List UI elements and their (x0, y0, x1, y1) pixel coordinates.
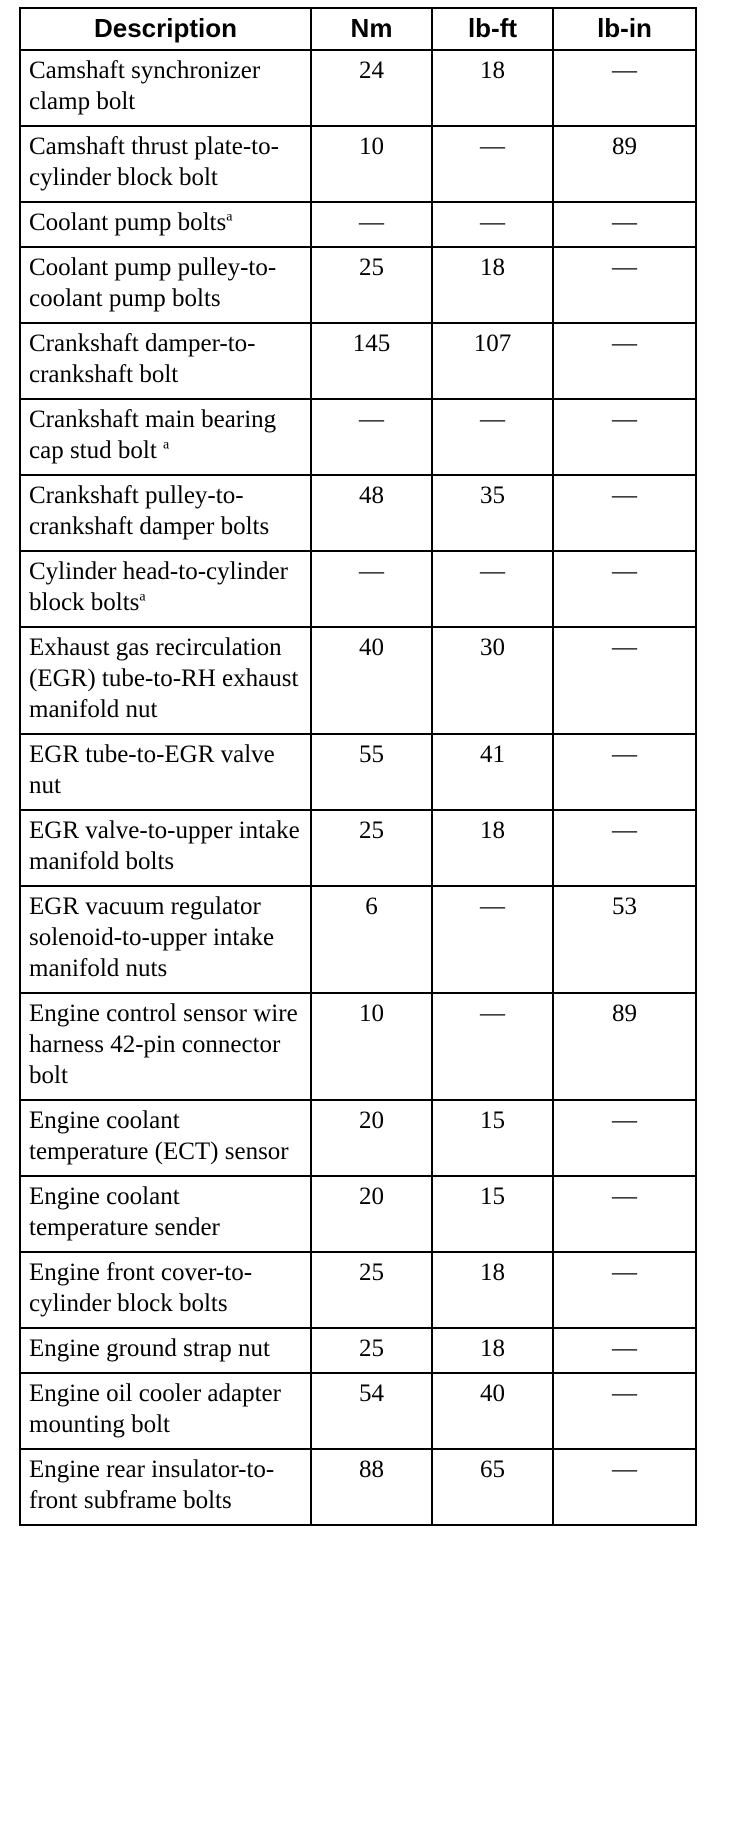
description-text: Engine ground strap nut (29, 1335, 270, 1362)
lb-ft-cell: 18 (432, 810, 553, 886)
table-row (20, 399, 696, 475)
nm-cell: 10 (311, 126, 432, 202)
description-cell (20, 1449, 311, 1525)
nm-cell: 20 (311, 1100, 432, 1176)
lb-in-cell: — (553, 1373, 696, 1449)
description-text: Exhaust gas recirculation (EGR) tube-to-RH exhaust manifold nut (29, 634, 299, 723)
description-cell (20, 475, 311, 551)
table-row (20, 551, 696, 627)
table-row (20, 50, 696, 126)
lb-ft-cell: 18 (432, 1328, 553, 1373)
description-text: EGR tube-to-EGR valve nut (29, 741, 275, 799)
description-cell (20, 1373, 311, 1449)
nm-cell: 48 (311, 475, 432, 551)
lb-in-cell: — (553, 1100, 696, 1176)
description-cell (20, 1328, 311, 1373)
table-row (20, 1100, 696, 1176)
description-cell (20, 993, 311, 1100)
lb-in-cell: — (553, 734, 696, 810)
table-row (20, 810, 696, 886)
description-cell (20, 886, 311, 993)
header-nm: Nm (311, 8, 432, 50)
footnote-marker: a (139, 589, 146, 605)
table-row (20, 734, 696, 810)
lb-ft-cell: 40 (432, 1373, 553, 1449)
nm-cell: — (311, 551, 432, 627)
lb-in-cell: — (553, 1449, 696, 1525)
lb-ft-cell: 41 (432, 734, 553, 810)
lb-ft-cell: — (432, 202, 553, 247)
description-cell (20, 399, 311, 475)
table-row (20, 1176, 696, 1252)
lb-in-cell: 89 (553, 126, 696, 202)
table-row (20, 247, 696, 323)
table-row (20, 886, 696, 993)
lb-ft-cell: — (432, 993, 553, 1100)
lb-ft-cell: 18 (432, 1252, 553, 1328)
lb-ft-cell: 65 (432, 1449, 553, 1525)
header-row (20, 8, 696, 50)
lb-in-cell: — (553, 1328, 696, 1373)
description-cell (20, 50, 311, 126)
lb-in-cell: — (553, 399, 696, 475)
description-cell (20, 627, 311, 734)
lb-in-cell: 89 (553, 993, 696, 1100)
lb-in-cell: — (553, 1176, 696, 1252)
footnote-marker: a (163, 437, 170, 453)
nm-cell: — (311, 202, 432, 247)
lb-in-cell: — (553, 475, 696, 551)
description-text: Engine coolant temperature (ECT) sensor (29, 1107, 289, 1165)
lb-ft-cell: 18 (432, 247, 553, 323)
table-row (20, 1328, 696, 1373)
lb-ft-cell: — (432, 126, 553, 202)
lb-ft-cell: 107 (432, 323, 553, 399)
description-text: Camshaft thrust plate-to-cylinder block bolt (29, 133, 279, 191)
table-row (20, 1252, 696, 1328)
description-text: Cylinder head-to-cylinder block bolts (29, 558, 288, 616)
description-text: Camshaft synchronizer clamp bolt (29, 57, 261, 115)
lb-in-cell: — (553, 1252, 696, 1328)
lb-in-cell: 53 (553, 886, 696, 993)
nm-cell: 24 (311, 50, 432, 126)
description-text: Coolant pump bolts (29, 209, 227, 236)
table-row (20, 1373, 696, 1449)
description-text: EGR vacuum regulator solenoid-to-upper intake manifold nuts (29, 893, 275, 982)
table-row (20, 1449, 696, 1525)
table-row (20, 202, 696, 247)
nm-cell: 25 (311, 1328, 432, 1373)
description-cell (20, 202, 311, 247)
nm-cell: 25 (311, 247, 432, 323)
lb-in-cell: — (553, 627, 696, 734)
description-text: EGR valve-to-upper intake manifold bolts (29, 817, 300, 875)
lb-in-cell: — (553, 247, 696, 323)
nm-cell: 20 (311, 1176, 432, 1252)
lb-in-cell: — (553, 810, 696, 886)
lb-ft-cell: — (432, 551, 553, 627)
description-text: Coolant pump pulley-to-coolant pump bolts (29, 254, 277, 312)
lb-ft-cell: 35 (432, 475, 553, 551)
description-cell (20, 247, 311, 323)
table-row (20, 627, 696, 734)
lb-in-cell: — (553, 202, 696, 247)
description-cell (20, 810, 311, 886)
description-text: Engine coolant temperature sender (29, 1183, 220, 1241)
lb-ft-cell: — (432, 886, 553, 993)
nm-cell: 6 (311, 886, 432, 993)
header-lb-in: lb-in (553, 8, 696, 50)
nm-cell: 88 (311, 1449, 432, 1525)
lb-ft-cell: 30 (432, 627, 553, 734)
header-lb-ft: lb-ft (432, 8, 553, 50)
nm-cell: — (311, 399, 432, 475)
nm-cell: 145 (311, 323, 432, 399)
nm-cell: 54 (311, 1373, 432, 1449)
description-cell (20, 551, 311, 627)
footnote-marker: a (226, 209, 233, 225)
lb-ft-cell: 18 (432, 50, 553, 126)
lb-ft-cell: 15 (432, 1100, 553, 1176)
description-text: Engine rear insulator-to-front subframe bolts (29, 1456, 275, 1514)
lb-in-cell: — (553, 323, 696, 399)
nm-cell: 10 (311, 993, 432, 1100)
description-text: Engine oil cooler adapter mounting bolt (29, 1380, 281, 1438)
lb-ft-cell: — (432, 399, 553, 475)
description-cell (20, 1176, 311, 1252)
lb-ft-cell: 15 (432, 1176, 553, 1252)
nm-cell: 25 (311, 1252, 432, 1328)
description-cell (20, 734, 311, 810)
torque-spec-table (19, 7, 697, 1526)
description-text: Engine front cover-to-cylinder block bolts (29, 1259, 253, 1317)
description-cell (20, 1100, 311, 1176)
lb-in-cell: — (553, 50, 696, 126)
lb-in-cell: — (553, 551, 696, 627)
table-row (20, 126, 696, 202)
description-cell (20, 323, 311, 399)
description-text: Engine control sensor wire harness 42-pin connector bolt (29, 1000, 298, 1089)
table-row (20, 475, 696, 551)
description-cell (20, 126, 311, 202)
description-text: Crankshaft pulley-to-crankshaft damper bolts (29, 482, 270, 540)
nm-cell: 40 (311, 627, 432, 734)
description-cell (20, 1252, 311, 1328)
description-text: Crankshaft main bearing cap stud bolt (29, 406, 277, 464)
table-row (20, 323, 696, 399)
description-text: Crankshaft damper-to-crankshaft bolt (29, 330, 256, 388)
nm-cell: 55 (311, 734, 432, 810)
nm-cell: 25 (311, 810, 432, 886)
table-row (20, 993, 696, 1100)
header-description: Description (20, 8, 311, 50)
